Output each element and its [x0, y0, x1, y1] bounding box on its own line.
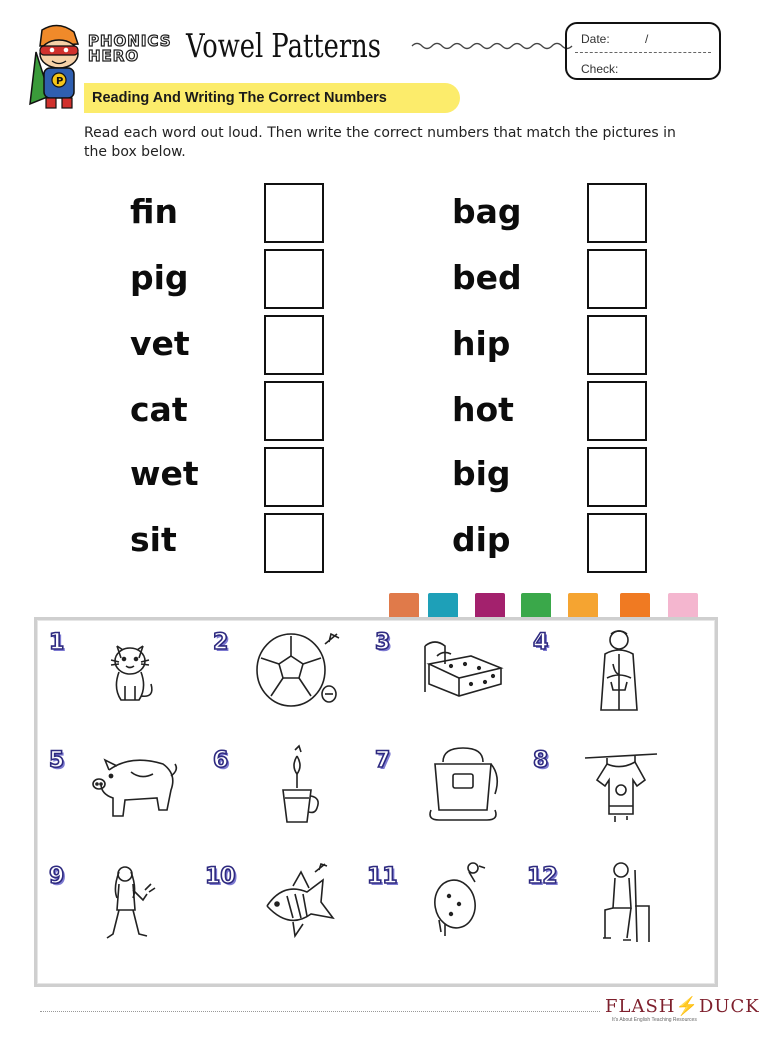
logo-tagline-right: Teaching Resources	[651, 1017, 697, 1023]
colour-tab	[389, 593, 419, 619]
flashduck-logo	[605, 996, 760, 1017]
answer-box[interactable]	[264, 183, 324, 243]
logo-tagline-left: It's About English	[612, 1017, 651, 1023]
word-item: hip	[452, 324, 511, 363]
footer-dotted-line	[40, 1011, 600, 1012]
hip-icon	[103, 864, 157, 944]
banner-text: Reading And Writing The Correct Numbers	[92, 90, 387, 106]
dip-biscuit-icon	[431, 860, 487, 944]
picture-number: 4	[533, 630, 549, 655]
word-item: hot	[452, 390, 514, 429]
word-item: wet	[130, 454, 199, 493]
answer-box[interactable]	[587, 513, 647, 573]
hot-cup-icon	[277, 746, 323, 826]
logo-tagline	[612, 1017, 697, 1023]
word-item: fin	[130, 192, 178, 231]
word-item: cat	[130, 390, 188, 429]
ball-icon	[255, 630, 347, 714]
date-divider	[575, 52, 711, 53]
picture-number: 1	[49, 630, 65, 655]
section-banner	[84, 83, 460, 113]
answer-box[interactable]	[587, 183, 647, 243]
date-separator: /	[645, 32, 649, 46]
wet-shirt-icon	[585, 750, 657, 826]
word-item: sit	[130, 520, 177, 559]
date-check-box	[565, 22, 721, 80]
sit-icon	[601, 860, 655, 946]
brand-line-1: PHONICS	[88, 32, 172, 50]
picture-number: 3	[375, 630, 391, 655]
superhero-mascot-icon	[28, 22, 90, 110]
squiggle-divider-icon	[412, 40, 572, 52]
picture-number: 10	[205, 864, 236, 889]
colour-tab	[668, 593, 698, 619]
colour-tab	[568, 593, 598, 619]
bag-icon	[425, 744, 501, 824]
picture-number: 12	[527, 864, 558, 889]
vet-icon	[597, 628, 643, 714]
colour-tab	[428, 593, 458, 619]
pig-icon	[91, 750, 181, 824]
word-item: bag	[452, 192, 522, 231]
colour-tab	[521, 593, 551, 619]
answer-box[interactable]	[587, 249, 647, 309]
word-item: pig	[130, 258, 189, 297]
svg-text:P: P	[56, 76, 64, 87]
lightning-icon: ⚡	[675, 996, 699, 1017]
picture-number: 6	[213, 748, 229, 773]
page-title: Vowel Patterns	[186, 26, 381, 65]
answer-box[interactable]	[264, 447, 324, 507]
logo-right-text: DUCK	[698, 996, 760, 1017]
picture-number: 7	[375, 748, 391, 773]
brand-line-2: HERO	[88, 47, 140, 65]
picture-number: 11	[367, 864, 398, 889]
word-item: vet	[130, 324, 190, 363]
word-item: big	[452, 454, 511, 493]
logo-left-text: FLASH	[605, 996, 676, 1017]
answer-box[interactable]	[587, 447, 647, 507]
fish-fin-icon	[263, 862, 337, 942]
picture-panel	[34, 617, 718, 987]
word-item: bed	[452, 258, 522, 297]
answer-box[interactable]	[264, 315, 324, 375]
brand-wordmark	[88, 34, 180, 64]
check-label: Check:	[581, 62, 619, 76]
answer-box[interactable]	[587, 381, 647, 441]
picture-number: 5	[49, 748, 65, 773]
picture-number: 9	[49, 864, 65, 889]
picture-number: 8	[533, 748, 549, 773]
bed-icon	[421, 634, 505, 702]
cat-icon	[103, 636, 165, 708]
answer-box[interactable]	[587, 315, 647, 375]
date-label: Date:	[581, 32, 610, 46]
instructions-text: Read each word out loud. Then write the correct numbers that match the pictures in the box below.	[84, 125, 676, 160]
colour-tab	[620, 593, 650, 619]
answer-box[interactable]	[264, 249, 324, 309]
answer-box[interactable]	[264, 381, 324, 441]
picture-number: 2	[213, 630, 229, 655]
colour-tab	[475, 593, 505, 619]
answer-box[interactable]	[264, 513, 324, 573]
word-item: dip	[452, 520, 511, 559]
